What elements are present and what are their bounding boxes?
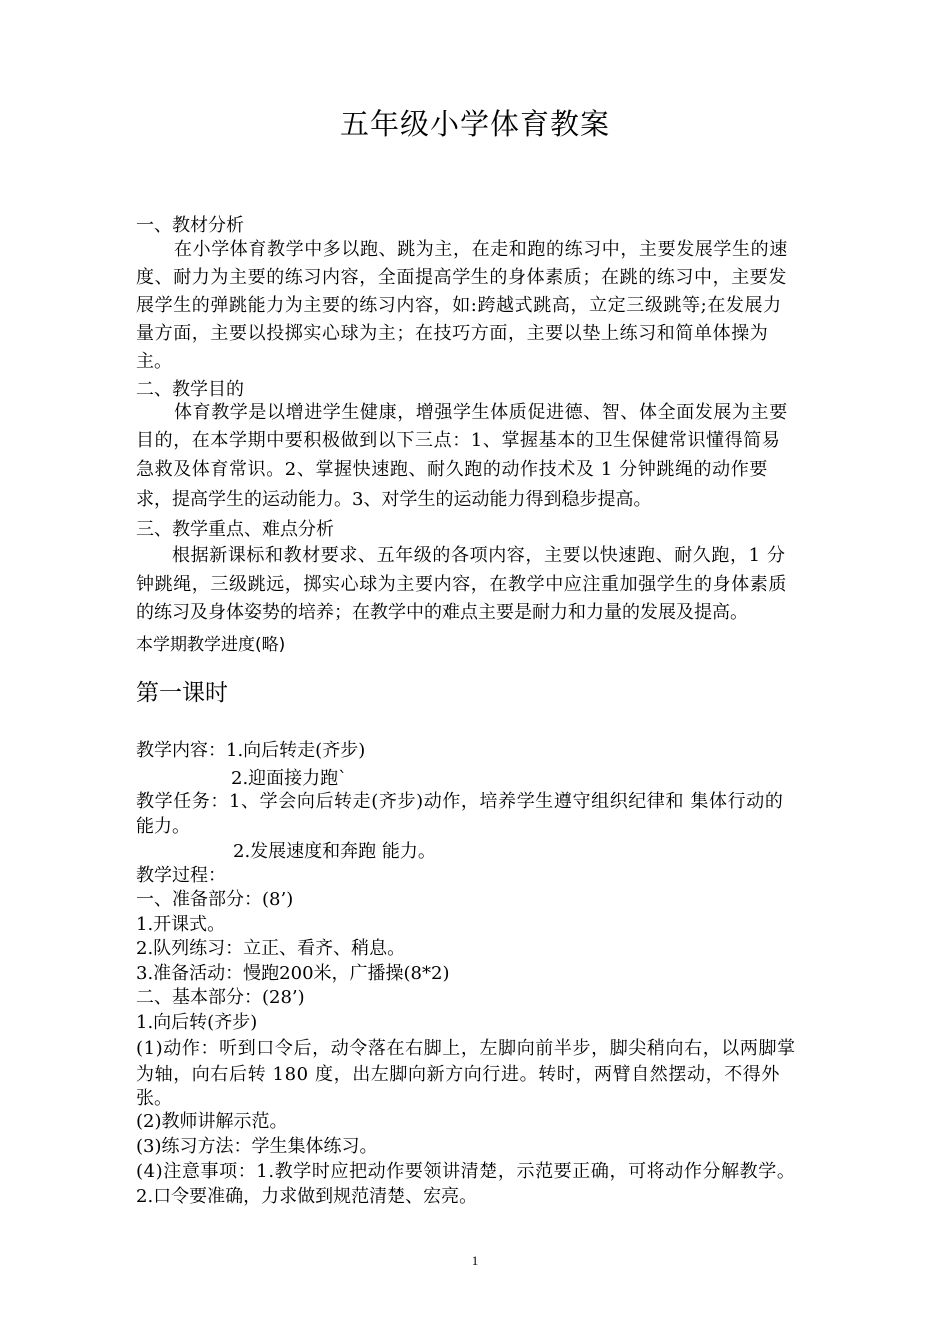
paragraph-line: 展学生的弹跳能力为主要的练习内容，如:跨越式跳高，立定三级跳等;在发展力: [136, 295, 782, 316]
lesson-content-line: 2.迎面接力跑`: [231, 768, 348, 789]
paragraph-line: 体育教学是以增进学生健康，增强学生体质促进德、智、体全面发展为主要: [174, 402, 788, 423]
lesson-item: (1)动作：听到口令后，动令落在右脚上，左脚向前半步，脚尖稍向右，以两脚掌: [136, 1038, 796, 1059]
lesson-item: 2.队列练习：立正、看齐、稍息。: [136, 938, 406, 959]
lesson-task-line: 能力。: [136, 816, 190, 837]
section-heading-focus: 三、教学重点、难点分析: [136, 519, 334, 540]
paragraph-line: 的练习及身体姿势的培养；在教学中的难点主要是耐力和力量的发展及提高。: [136, 602, 748, 623]
document-title: 五年级小学体育教案: [339, 107, 610, 141]
lesson-item: 张。: [136, 1088, 172, 1109]
lesson-item: (2)教师讲解示范。: [136, 1111, 288, 1132]
paragraph-line: 度、耐力为主要的练习内容，全面提高学生的身体素质；在跳的练习中，主要发: [136, 267, 787, 288]
paragraph-line: 求，提高学生的运动能力。3、对学生的运动能力得到稳步提高。: [136, 489, 652, 510]
paragraph-line: 根据新课标和教材要求、五年级的各项内容，主要以快速跑、耐久跑，1 分: [172, 545, 786, 566]
lesson-item: (4)注意事项：1.教学时应把动作要领讲清楚，示范要正确，可将动作分解教学。: [136, 1161, 796, 1182]
lesson-title: 第一课时: [136, 680, 228, 706]
lesson-process-heading: 教学过程：: [136, 865, 226, 886]
paragraph-line: 目的，在本学期中要积极做到以下三点：1、掌握基本的卫生保健常识懂得简易: [136, 430, 781, 451]
paragraph-line: 急救及体育常识。2、掌握快速跑、耐久跑的动作技术及 1 分钟跳绳的动作要: [136, 459, 768, 480]
lesson-part-heading: 一、准备部分：(8’): [136, 889, 294, 910]
section-heading-materials: 一、教材分析: [136, 215, 244, 236]
lesson-task-line: 2.发展速度和奔跑 能力。: [233, 841, 436, 862]
paragraph-line: 主。: [136, 351, 172, 372]
lesson-item: 3.准备活动：慢跑200米，广播操(8*2): [136, 963, 450, 984]
lesson-content-line: 教学内容：1.向后转走(齐步): [136, 740, 366, 761]
lesson-task-line: 教学任务：1、学会向后转走(齐步)动作，培养学生遵守组织纪律和 集体行动的: [136, 791, 784, 812]
paragraph-line: 在小学体育教学中多以跑、跳为主，在走和跑的练习中，主要发展学生的速: [174, 239, 788, 260]
lesson-part-heading: 二、基本部分：(28’): [136, 987, 305, 1008]
lesson-item: 2.口令要准确，力求做到规范清楚、宏亮。: [136, 1186, 478, 1207]
page-number: 1: [471, 1253, 479, 1268]
section-heading-goals: 二、教学目的: [136, 379, 244, 400]
lesson-item: 1.向后转(齐步): [136, 1012, 258, 1033]
lesson-item: 为轴，向右后转 180 度，出左脚向新方向行进。转时，两臂自然摆动，不得外: [136, 1064, 780, 1085]
paragraph-line: 量方面，主要以投掷实心球为主；在技巧方面，主要以垫上练习和简单体操为: [136, 323, 769, 344]
progress-note: 本学期教学进度(略): [136, 635, 286, 655]
lesson-item: (3)练习方法：学生集体练习。: [136, 1136, 378, 1157]
lesson-item: 1.开课式。: [136, 914, 226, 935]
paragraph-line: 钟跳绳，三级跳远，掷实心球为主要内容，在教学中应注重加强学生的身体素质: [136, 574, 787, 595]
